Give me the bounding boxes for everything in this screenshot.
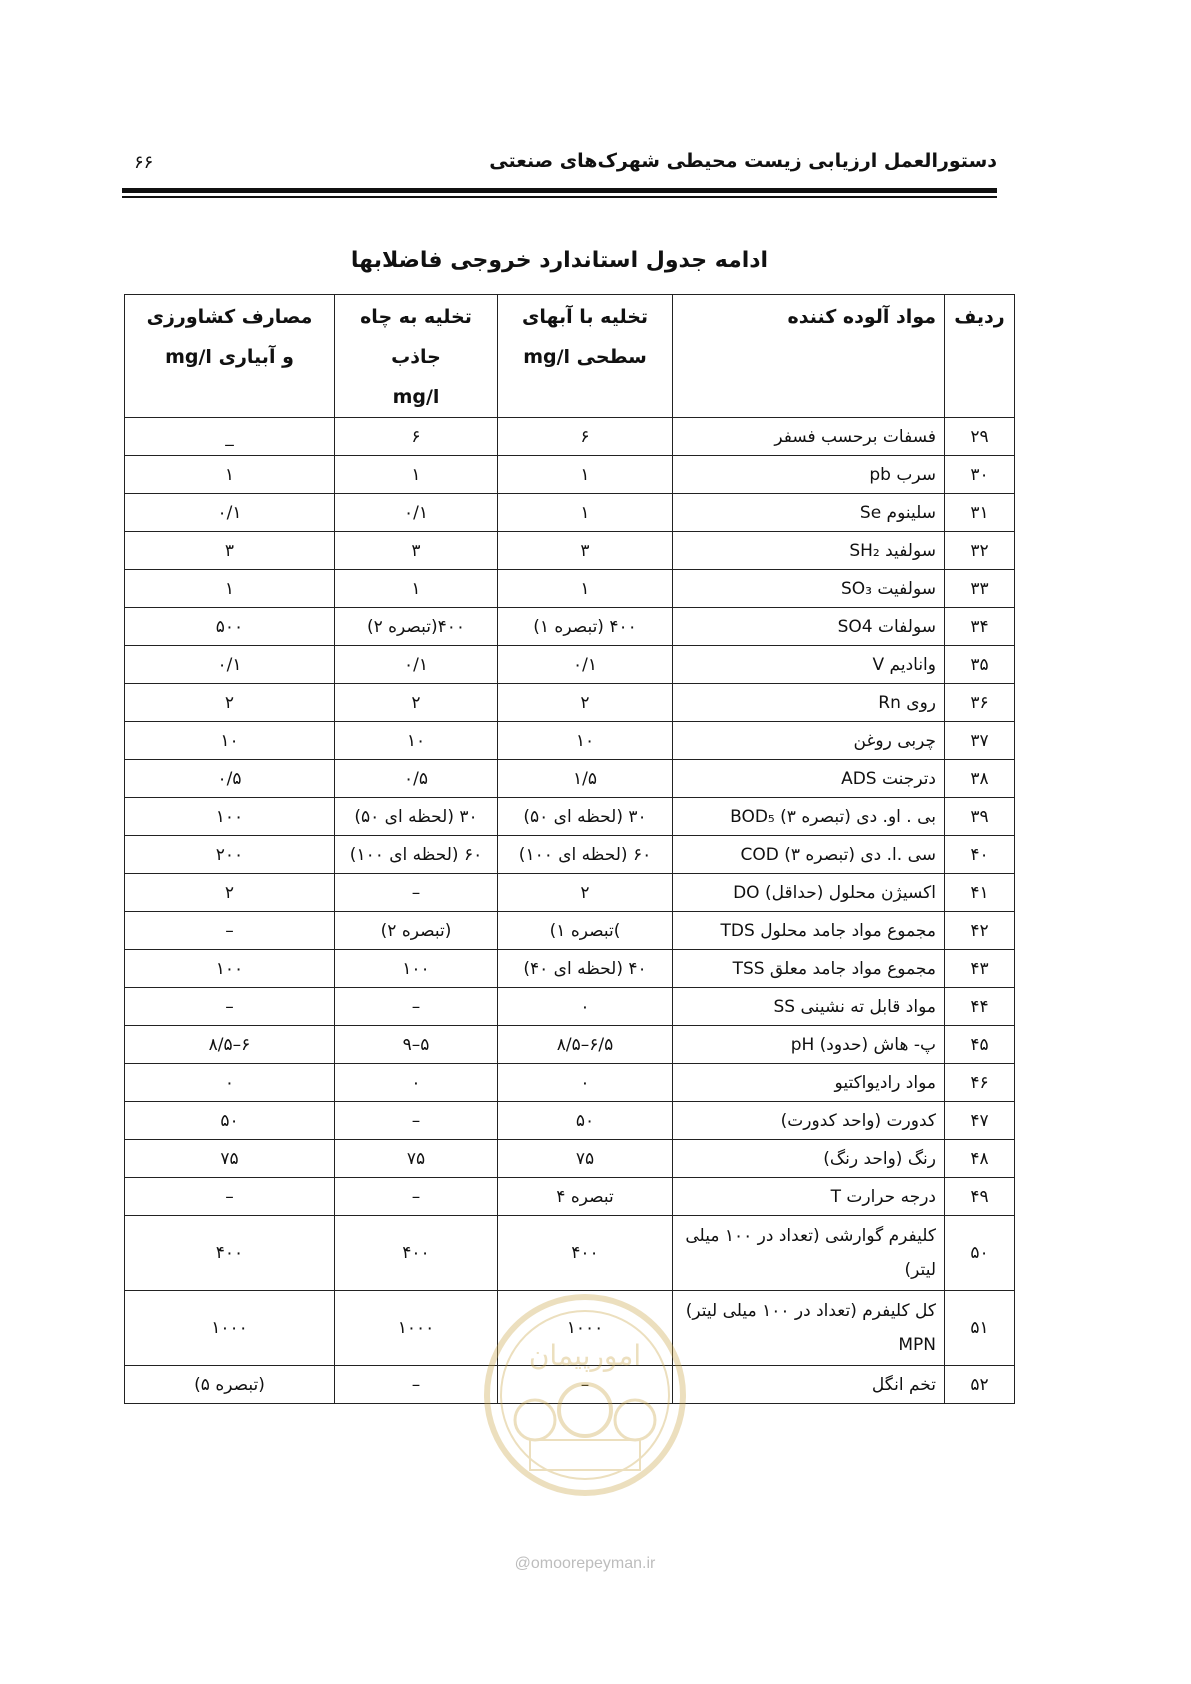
row-number: ۴۵	[945, 1026, 1015, 1064]
well-value: ۱	[335, 456, 498, 494]
agriculture-value: ۱	[125, 456, 335, 494]
substance-name: درجه حرارت T	[673, 1178, 945, 1216]
well-value: ۰/۱	[335, 494, 498, 532]
row-number: ۴۰	[945, 836, 1015, 874]
agriculture-value: ۰	[125, 1064, 335, 1102]
surface-value: ۰/۱	[498, 646, 673, 684]
watermark-site: @omoorepeyman.ir	[514, 1555, 656, 1572]
agriculture-value: ۱۰۰	[125, 798, 335, 836]
row-number: ۴۴	[945, 988, 1015, 1026]
agriculture-value: –	[125, 1178, 335, 1216]
col-header-agriculture: مصارف کشاورزی و آبیاری mg/l	[125, 295, 335, 418]
substance-name: بی . او. دی (تبصره ۳) BOD₅	[673, 798, 945, 836]
surface-value: ۵۰	[498, 1102, 673, 1140]
surface-value: ۶	[498, 418, 673, 456]
row-number: ۴۸	[945, 1140, 1015, 1178]
agriculture-value: ۰/۵	[125, 760, 335, 798]
page-header	[122, 150, 997, 186]
surface-value: –	[498, 1366, 673, 1404]
row-number: ۵۰	[945, 1216, 1015, 1291]
table-row	[125, 646, 1015, 684]
substance-name: سولفیت SO₃	[673, 570, 945, 608]
well-value: ۳	[335, 532, 498, 570]
substance-name: مجموع مواد جامد محلول TDS	[673, 912, 945, 950]
surface-value: ۲	[498, 684, 673, 722]
row-number: ۳۳	[945, 570, 1015, 608]
row-number: ۲۹	[945, 418, 1015, 456]
well-value: ۳۰ (لحظه ای ۵۰)	[335, 798, 498, 836]
table-row	[125, 1026, 1015, 1064]
well-value: ۱	[335, 570, 498, 608]
well-value: ۴۰۰	[335, 1216, 498, 1291]
agriculture-value: (تبصره ۵)	[125, 1366, 335, 1404]
table-row	[125, 418, 1015, 456]
surface-value: ۴۰۰ (تبصره ۱)	[498, 608, 673, 646]
row-number: ۳۰	[945, 456, 1015, 494]
header-rule-thick	[122, 188, 997, 193]
surface-value: ۱۰۰۰	[498, 1291, 673, 1366]
surface-value: ۰	[498, 988, 673, 1026]
substance-name: سلینوم Se	[673, 494, 945, 532]
row-number: ۴۶	[945, 1064, 1015, 1102]
table-header-row	[125, 295, 1015, 418]
table-row	[125, 1291, 1015, 1366]
well-value: ۰/۱	[335, 646, 498, 684]
substance-name: کدورت (واحد کدورت)	[673, 1102, 945, 1140]
substance-name: سی .ا. دی (تبصره ۳) COD	[673, 836, 945, 874]
substance-name: دترجنت ADS	[673, 760, 945, 798]
table-row	[125, 950, 1015, 988]
table-row	[125, 494, 1015, 532]
table-row	[125, 760, 1015, 798]
well-value: ۲	[335, 684, 498, 722]
well-value: –	[335, 874, 498, 912]
agriculture-value: –	[125, 988, 335, 1026]
table-row	[125, 1366, 1015, 1404]
surface-value: ۶۰ (لحظه ای ۱۰۰)	[498, 836, 673, 874]
agriculture-value: ۲	[125, 684, 335, 722]
table-row	[125, 1140, 1015, 1178]
agriculture-value: ۵۰	[125, 1102, 335, 1140]
table-row	[125, 912, 1015, 950]
agriculture-value: –	[125, 912, 335, 950]
col-header-surface: تخلیه با آبهای سطحی mg/l	[498, 295, 673, 418]
agriculture-value: ۰/۱	[125, 646, 335, 684]
substance-name: وانادیم V	[673, 646, 945, 684]
agriculture-value: ۱۰۰	[125, 950, 335, 988]
surface-value: تبصره ۴	[498, 1178, 673, 1216]
row-number: ۴۷	[945, 1102, 1015, 1140]
substance-name: کل کلیفرم (تعداد در ۱۰۰ میلی لیتر) MPN	[673, 1291, 945, 1366]
well-value: (تبصره ۲)	[335, 912, 498, 950]
agriculture-value: ۴۰۰	[125, 1216, 335, 1291]
substance-name: پ- هاش (حدود) pH	[673, 1026, 945, 1064]
table-row	[125, 1216, 1015, 1291]
substance-name: سولفات SO4	[673, 608, 945, 646]
table-row	[125, 1178, 1015, 1216]
table-row	[125, 608, 1015, 646]
agriculture-value: ۵۰۰	[125, 608, 335, 646]
row-number: ۳۱	[945, 494, 1015, 532]
substance-name: رنگ (واحد رنگ)	[673, 1140, 945, 1178]
substance-name: روی Rn	[673, 684, 945, 722]
surface-value: ۴۰ (لحظه ای ۴۰)	[498, 950, 673, 988]
header-rule-thin	[122, 196, 997, 198]
table-row	[125, 836, 1015, 874]
well-value: –	[335, 1102, 498, 1140]
surface-value: ۱	[498, 456, 673, 494]
agriculture-value: ۲	[125, 874, 335, 912]
surface-value: ۰	[498, 1064, 673, 1102]
document-title: دستورالعمل ارزیابی زیست محیطی شهرک‌های صنعتی	[489, 150, 997, 172]
col-header-row: ردیف	[945, 295, 1015, 418]
surface-value: ۳۰ (لحظه ای ۵۰)	[498, 798, 673, 836]
well-value: –	[335, 1178, 498, 1216]
row-number: ۳۶	[945, 684, 1015, 722]
agriculture-value: ۱	[125, 570, 335, 608]
agriculture-value: ۰/۱	[125, 494, 335, 532]
well-value: ۷۵	[335, 1140, 498, 1178]
well-value: ۰	[335, 1064, 498, 1102]
substance-name: کلیفرم گوارشی (تعداد در ۱۰۰ میلی لیتر)	[673, 1216, 945, 1291]
well-value: ۴۰۰(تبصره ۲)	[335, 608, 498, 646]
well-value: –	[335, 1366, 498, 1404]
well-value: ۰/۵	[335, 760, 498, 798]
table-row	[125, 874, 1015, 912]
substance-name: مواد قابل ته نشینی SS	[673, 988, 945, 1026]
well-value: ۶۰ (لحظه ای ۱۰۰)	[335, 836, 498, 874]
substance-name: سرب pb	[673, 456, 945, 494]
row-number: ۳۵	[945, 646, 1015, 684]
substance-name: اکسیژن محلول (حداقل) DO	[673, 874, 945, 912]
row-number: ۴۳	[945, 950, 1015, 988]
surface-value: ۱	[498, 494, 673, 532]
surface-value: ۱/۵	[498, 760, 673, 798]
agriculture-value: ۶–۸/۵	[125, 1026, 335, 1064]
row-number: ۳۲	[945, 532, 1015, 570]
watermark-logo-text: امورپیمان	[528, 1339, 642, 1372]
row-number: ۳۹	[945, 798, 1015, 836]
surface-value: ۱۰	[498, 722, 673, 760]
well-value: ۱۰۰	[335, 950, 498, 988]
table-row	[125, 532, 1015, 570]
well-value: ۶	[335, 418, 498, 456]
row-number: ۴۹	[945, 1178, 1015, 1216]
surface-value: ۱	[498, 570, 673, 608]
table-row	[125, 722, 1015, 760]
agriculture-value: ۳	[125, 532, 335, 570]
col-header-substance: مواد آلوده کننده	[673, 295, 945, 418]
surface-value: )تبصره ۱)	[498, 912, 673, 950]
table-row	[125, 988, 1015, 1026]
agriculture-value: ۱۰	[125, 722, 335, 760]
row-number: ۳۸	[945, 760, 1015, 798]
substance-name: تخم انگل	[673, 1366, 945, 1404]
well-value: ۱۰۰۰	[335, 1291, 498, 1366]
substance-name: فسفات برحسب فسفر	[673, 418, 945, 456]
table-row	[125, 1102, 1015, 1140]
well-value: ۱۰	[335, 722, 498, 760]
table-row	[125, 798, 1015, 836]
surface-value: ۲	[498, 874, 673, 912]
row-number: ۳۷	[945, 722, 1015, 760]
col-header-well: تخلیه به چاه جاذب mg/l	[335, 295, 498, 418]
row-number: ۳۴	[945, 608, 1015, 646]
row-number: ۴۱	[945, 874, 1015, 912]
agriculture-value: ۲۰۰	[125, 836, 335, 874]
row-number: ۵۱	[945, 1291, 1015, 1366]
well-value: –	[335, 988, 498, 1026]
row-number: ۴۲	[945, 912, 1015, 950]
substance-name: مواد رادیواکتیو	[673, 1064, 945, 1102]
wastewater-standard-table	[124, 294, 1015, 1404]
substance-name: سولفید SH₂	[673, 532, 945, 570]
surface-value: ۳	[498, 532, 673, 570]
table-row	[125, 684, 1015, 722]
table-row	[125, 570, 1015, 608]
table-row	[125, 456, 1015, 494]
substance-name: مجموع مواد جامد معلق TSS	[673, 950, 945, 988]
surface-value: ۴۰۰	[498, 1216, 673, 1291]
surface-value: ۶/۵–۸/۵	[498, 1026, 673, 1064]
surface-value: ۷۵	[498, 1140, 673, 1178]
agriculture-value: _	[125, 418, 335, 456]
agriculture-value: ۱۰۰۰	[125, 1291, 335, 1366]
agriculture-value: ۷۵	[125, 1140, 335, 1178]
well-value: ۵–۹	[335, 1026, 498, 1064]
substance-name: چربی روغن	[673, 722, 945, 760]
row-number: ۵۲	[945, 1366, 1015, 1404]
table-row	[125, 1064, 1015, 1102]
table-title: ادامه جدول استاندارد خروجی فاضلابها	[350, 248, 769, 273]
page-number: ۶۶	[134, 152, 154, 173]
